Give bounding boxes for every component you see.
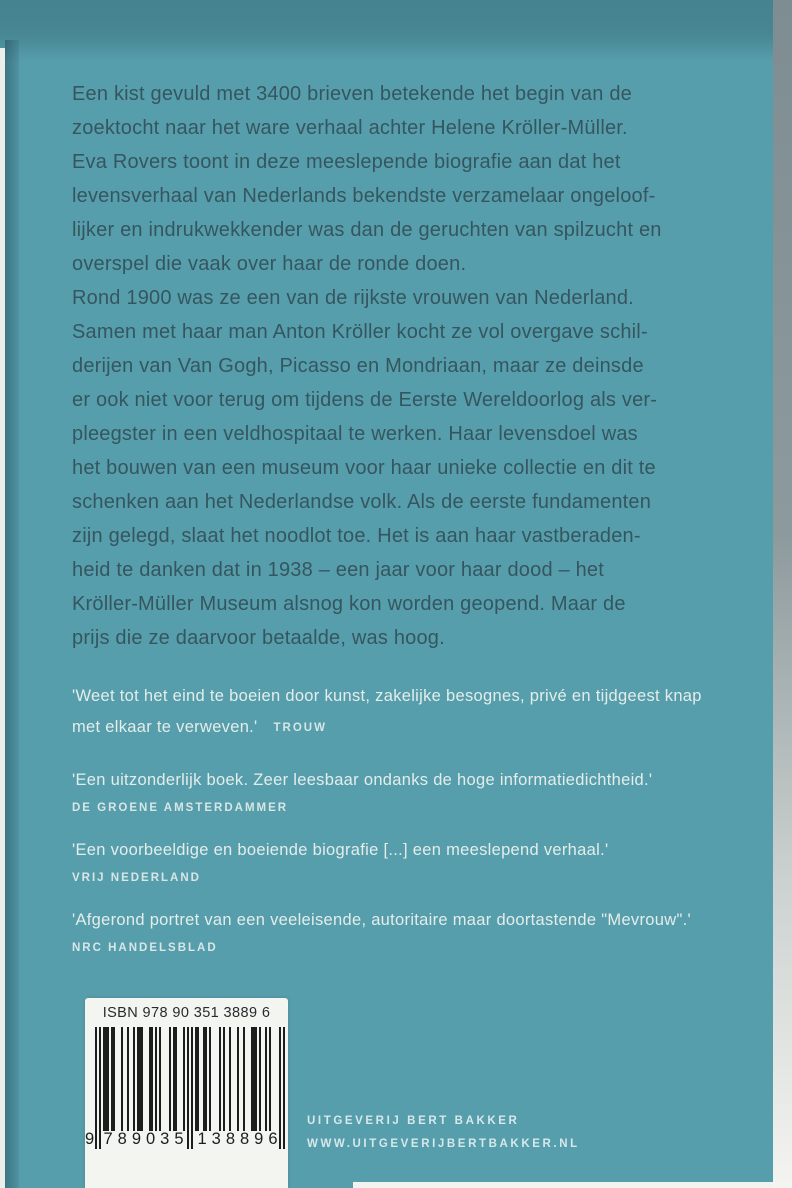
barcode-bar xyxy=(243,1027,245,1131)
synopsis-line: Rond 1900 was ze een van de rijkste vrouwen van Nederland. xyxy=(72,287,634,309)
synopsis-line: derijen van Van Gogh, Picasso en Mondriaan, maar ze deinsde xyxy=(72,355,644,377)
quote-line: 'Weet tot het eind te boeien door kunst, zakelijke besognes, privé en tijdgeest knap xyxy=(72,687,702,705)
barcode-bar xyxy=(141,1027,143,1131)
barcode-bar xyxy=(107,1027,109,1131)
synopsis-line: heid te danken dat in 1938 – een jaar voor haar dood – het xyxy=(72,559,605,581)
synopsis-line: Eva Rovers toont in deze meeslepende biografie aan dat het xyxy=(72,151,621,173)
barcode-bar xyxy=(259,1027,261,1131)
synopsis-line: levensverhaal van Nederlands bekendste verzamelaar ongeloof- xyxy=(72,185,656,207)
publisher-info xyxy=(307,1110,580,1156)
synopsis-line: Kröller-Müller Museum alsnog kon worden geopend. Maar de xyxy=(72,593,626,615)
synopsis-line: het bouwen van een museum voor haar unieke collectie en dit te xyxy=(72,457,656,479)
press-quote xyxy=(72,835,752,884)
quote-line: met elkaar te verweven.' TROUW xyxy=(72,718,327,736)
barcode-digits xyxy=(85,1130,285,1152)
barcode-bar xyxy=(155,1027,157,1131)
barcode-digits-right-group: 138896 xyxy=(197,1130,283,1148)
synopsis-text xyxy=(72,77,737,655)
press-quotes xyxy=(72,681,752,975)
barcode-bar xyxy=(209,1027,211,1131)
barcode-bar xyxy=(159,1027,161,1131)
barcode-bar xyxy=(133,1027,135,1131)
quote-source: TROUW xyxy=(273,722,327,734)
synopsis-line: pleegster in een veldhospitaal te werken. Haar levensdoel was xyxy=(72,423,638,445)
cover-left-shadow xyxy=(5,40,19,1188)
barcode-bar xyxy=(269,1027,271,1131)
press-quote xyxy=(72,681,752,744)
press-quote xyxy=(72,905,752,954)
quote-line: 'Afgerond portret van een veeleisende, autoritaire maar doortastende "Mevrouw".' xyxy=(72,911,691,929)
synopsis-line: prijs die ze daarvoor betaalde, was hoog. xyxy=(72,627,445,649)
synopsis-line: lijker en indrukwekkender was dan de geruchten van spilzucht en xyxy=(72,219,662,241)
synopsis-line: er ook niet voor terug om tijdens de Eerste Wereldoorlog als ver- xyxy=(72,389,658,411)
synopsis-line: schenken aan het Nederlandse volk. Als de eerste fundamenten xyxy=(72,491,652,513)
barcode-bar xyxy=(219,1027,221,1131)
synopsis-line: zijn gelegd, slaat het noodlot toe. Het is aan haar vastberaden- xyxy=(72,525,641,547)
barcode-bar xyxy=(237,1027,239,1131)
synopsis-line: overspel die vaak over haar de ronde doen. xyxy=(72,253,467,275)
cover-bottom-edge xyxy=(353,1182,773,1188)
barcode-bar xyxy=(183,1027,185,1131)
barcode-bar xyxy=(223,1027,225,1131)
barcode-bar xyxy=(169,1027,171,1131)
barcode-bar xyxy=(121,1027,123,1131)
barcode-bar xyxy=(127,1027,129,1131)
barcode-bar xyxy=(255,1027,257,1131)
quote-line: 'Een uitzonderlijk boek. Zeer leesbaar ondanks de hoge informatiedichtheid.' xyxy=(72,771,653,789)
publisher-name: UITGEVERIJ BERT BAKKER xyxy=(307,1115,520,1127)
quote-source: VRIJ NEDERLAND xyxy=(72,872,201,884)
barcode-bar xyxy=(113,1027,115,1131)
isbn-text: ISBN 978 90 351 3889 6 xyxy=(102,1005,271,1021)
quote-line: 'Een voorbeeldige en boeiende biografie [...] een meeslepend verhaal.' xyxy=(72,841,609,859)
barcode-digits-left-group: 789035 xyxy=(103,1130,189,1148)
synopsis-line: Een kist gevuld met 3400 brieven betekende het begin van de xyxy=(72,83,632,105)
barcode-bar xyxy=(197,1027,199,1131)
quote-source: DE GROENE AMSTERDAMMER xyxy=(72,802,289,814)
cover-right-edge xyxy=(773,0,792,1188)
press-quote xyxy=(72,765,752,814)
barcode-label xyxy=(85,998,288,1188)
barcode-bar xyxy=(175,1027,177,1131)
barcode-digit-leading: 9 xyxy=(85,1130,95,1148)
cover-top-edge xyxy=(0,0,792,62)
synopsis-line: Samen met haar man Anton Kröller kocht ze vol overgave schil- xyxy=(72,321,648,343)
barcode-bar xyxy=(151,1027,153,1131)
publisher-website: WWW.UITGEVERIJBERTBAKKER.NL xyxy=(307,1138,580,1150)
barcode-bar xyxy=(265,1027,267,1131)
synopsis-line: zoektocht naar het ware verhaal achter Helene Kröller-Müller. xyxy=(72,117,628,139)
barcode-bar xyxy=(229,1027,231,1131)
barcode-bar xyxy=(205,1027,207,1131)
quote-source: NRC HANDELSBLAD xyxy=(72,942,218,954)
